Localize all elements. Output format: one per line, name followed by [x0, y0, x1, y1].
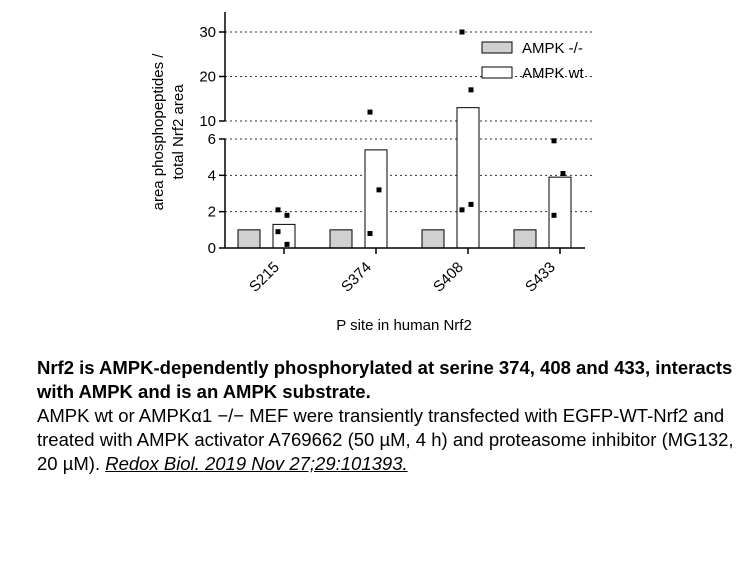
y-tick-label: 10 [199, 113, 216, 130]
bar-ampk-ko [514, 230, 536, 248]
x-tick-label: S433 [522, 258, 559, 296]
bar-ampk-ko [422, 230, 444, 248]
data-point [561, 171, 566, 176]
data-point [460, 30, 465, 35]
caption-body: AMPK wt or AMPKα1 −/− MEF were transiently transfected with EGFP-WT-Nrf2 and treated with AMPK activator A769662 (50 µM, 4 h) and proteasome inhibitor (MG132, 20 µM). [37, 405, 734, 474]
y-axis-label-line2: total Nrf2 area [170, 84, 187, 180]
data-point [285, 242, 290, 247]
y-axis-label-line1: area phosphopeptides / [150, 53, 167, 211]
data-point [552, 138, 557, 143]
data-points [276, 30, 566, 247]
y-tick-label: 6 [207, 131, 216, 148]
legend-swatch [482, 42, 512, 53]
data-point [377, 187, 382, 192]
bar-ampk-wt [457, 108, 479, 248]
data-point [368, 110, 373, 115]
gridlines [225, 32, 595, 212]
data-point [552, 213, 557, 218]
citation-link[interactable]: Redox Biol. 2019 Nov 27;29:101393. [105, 453, 408, 474]
bar-ampk-ko [330, 230, 352, 248]
bar-ampk-wt [549, 177, 571, 248]
data-point [285, 213, 290, 218]
x-tick-label: S374 [338, 258, 375, 296]
y-tick-label: 2 [207, 203, 216, 221]
legend-label: AMPK wt [522, 65, 584, 82]
data-point [368, 231, 373, 236]
bar-ampk-wt [273, 224, 295, 248]
data-point [469, 87, 474, 92]
y-tick-label: 0 [207, 240, 216, 257]
caption-title: Nrf2 is AMPK-dependently phosphorylated at serine 374, 408 and 433, interacts with AMPK and is an AMPK substrate. [37, 357, 733, 402]
figure-caption [37, 356, 737, 476]
data-point [460, 207, 465, 212]
legend [482, 40, 585, 82]
data-point [276, 207, 281, 212]
y-tick-label: 20 [199, 68, 216, 86]
data-point [469, 202, 474, 207]
y-tick-label: 4 [207, 167, 216, 185]
bars [238, 108, 571, 248]
bar-ampk-ko [238, 230, 260, 248]
data-point [276, 229, 281, 234]
y-tick-label: 30 [199, 24, 216, 41]
x-axis-label: P site in human Nrf2 [336, 317, 472, 334]
legend-swatch [482, 67, 512, 78]
x-tick-label: S215 [246, 258, 283, 296]
legend-label: AMPK -/- [522, 40, 583, 57]
x-tick-label: S408 [430, 258, 467, 296]
